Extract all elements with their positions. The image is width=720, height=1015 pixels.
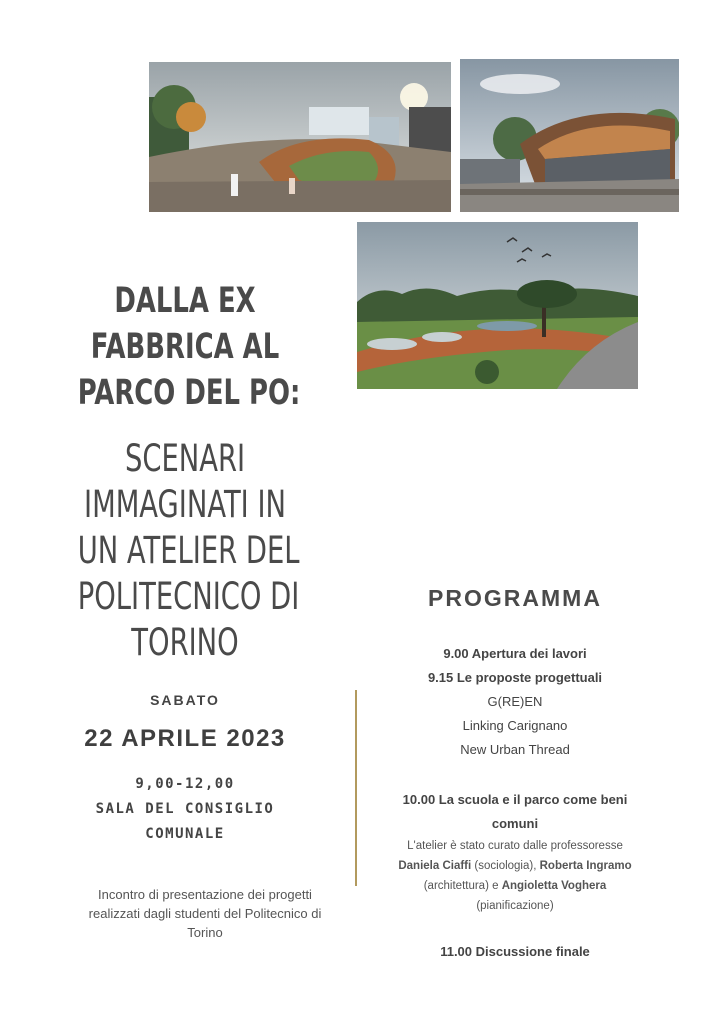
- program-item-opening: 9.00 Apertura dei lavori: [443, 646, 587, 661]
- credits-line: [370, 876, 660, 896]
- credits-line: L'atelier è stato curato dalle professoresse: [407, 840, 623, 852]
- program-item-school-park: 10.00 La scuola e il parco come beni: [402, 792, 628, 807]
- event-details: [40, 772, 330, 847]
- subtitle-line: SCENARI: [124, 437, 246, 480]
- program-heading: PROGRAMMA: [428, 585, 602, 611]
- credits-line: (pianificazione): [476, 900, 554, 912]
- subtitle-line: UN ATELIER DEL: [77, 529, 300, 572]
- vertical-divider: [355, 690, 357, 886]
- title-main: [77, 278, 301, 416]
- intro-line: Torino: [187, 925, 223, 940]
- event-place-line1: SALA DEL CONSIGLIO: [95, 801, 275, 817]
- render-image-park: [357, 222, 638, 389]
- program-item-school-park-cont: comuni: [491, 816, 539, 831]
- professor-role: (architettura) e: [423, 880, 502, 892]
- program-list: [370, 642, 660, 964]
- title-line: PARCO DEL PO:: [77, 373, 301, 413]
- project-name: G(RE)EN: [487, 694, 543, 709]
- event-date: 22 APRILE 2023: [84, 725, 286, 752]
- intro-line: realizzati dagli studenti del Politecnico di: [88, 906, 322, 921]
- subtitle-line: TORINO: [131, 621, 239, 664]
- title-line: FABBRICA AL: [90, 327, 280, 367]
- subtitle-line: POLITECNICO DI: [77, 575, 300, 618]
- professor-name: Roberta Ingramo: [539, 860, 632, 872]
- intro-text: [60, 885, 350, 942]
- program-item-discussion: 11.00 Discussione finale: [440, 944, 590, 959]
- program-item-proposals: 9.15 Le proposte progettuali: [427, 670, 603, 685]
- render-image-curved-building: [460, 59, 679, 212]
- project-name: New Urban Thread: [460, 742, 570, 757]
- render-image-green-roof: [149, 62, 451, 212]
- project-name: Linking Carignano: [462, 718, 568, 733]
- event-place-line2: COMUNALE: [145, 826, 225, 842]
- professor-role: (sociologia),: [471, 860, 540, 872]
- title-line: DALLA EX: [114, 281, 256, 321]
- professor-name: Daniela Ciaffi: [398, 860, 472, 872]
- title-subtitle: [77, 436, 300, 666]
- subtitle-line: IMMAGINATI IN: [83, 483, 286, 526]
- event-time: 9,00-12,00: [135, 776, 235, 792]
- credits-line: [370, 856, 660, 876]
- intro-line: Incontro di presentazione dei progetti: [98, 887, 312, 902]
- event-day-label: SABATO: [150, 692, 220, 708]
- professor-name: Angioletta Voghera: [501, 880, 607, 892]
